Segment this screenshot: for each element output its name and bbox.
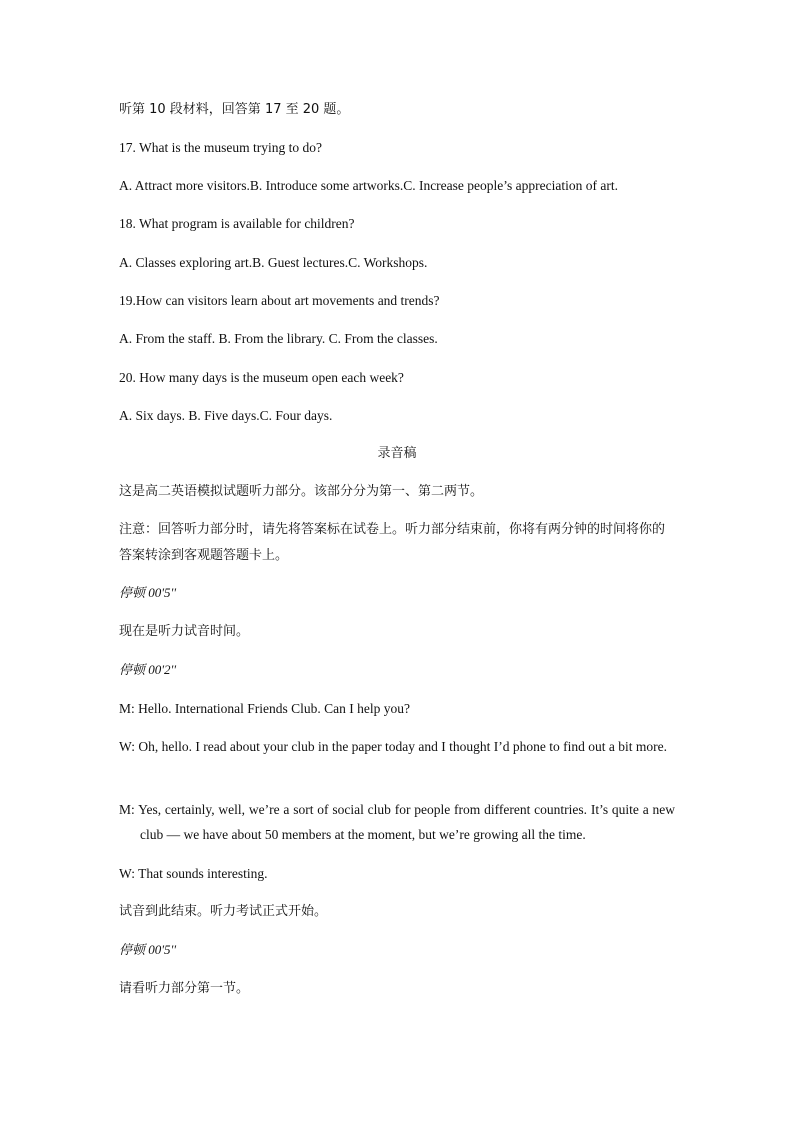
trial-time: 现在是听力试音时间。 xyxy=(119,624,250,639)
transcript-intro: 这是高二英语模拟试题听力部分。该部分分为第一、第二两节。 xyxy=(119,484,484,499)
question-18-options: A. Classes exploring art.B. Guest lectures.C. Workshops. xyxy=(119,255,428,270)
question-20: 20. How many days is the museum open each week? xyxy=(119,370,404,385)
section-one-instruction: 请看听力部分第一节。 xyxy=(119,981,250,996)
section-intro: 听第 10 段材料，回答第 17 至 20 题。 xyxy=(119,102,350,117)
dialogue-line-3: M: Yes, certainly, well, we’re a sort of social club for people from different countries. It’s quite a new club — we have about 50 members at the moment, but we’re growing all the time. xyxy=(119,802,675,842)
question-20-options: A. Six days. B. Five days.C. Four days. xyxy=(119,408,333,423)
question-19: 19.How can visitors learn about art movements and trends? xyxy=(119,293,440,308)
question-17: 17. What is the museum trying to do? xyxy=(119,140,322,155)
transcript-notice: 注意：回答听力部分时，请先将答案标在试卷上。听力部分结束前，你将有两分钟的时间将你的答案转涂到客观题答题卡上。 xyxy=(119,522,666,563)
dialogue-line-2: W: Oh, hello. I read about your club in the paper today and I thought I’d phone to find out a bit more. xyxy=(119,739,667,754)
question-19-options: A. From the staff. B. From the library. C. From the classes. xyxy=(119,331,438,346)
pause-2: 停顿 00'2'' xyxy=(119,662,177,677)
pause-1: 停顿 00'5'' xyxy=(119,585,177,600)
transcript-heading: 录音稿 xyxy=(377,446,417,461)
dialogue-line-4: W: That sounds interesting. xyxy=(119,866,268,881)
trial-end: 试音到此结束。听力考试正式开始。 xyxy=(119,904,328,919)
question-18: 18. What program is available for children? xyxy=(119,216,355,231)
pause-3: 停顿 00'5'' xyxy=(119,942,177,957)
dialogue-line-1: M: Hello. International Friends Club. Can I help you? xyxy=(119,701,410,716)
question-17-options: A. Attract more visitors.B. Introduce some artworks.C. Increase people’s appreciation of art. xyxy=(119,178,618,193)
